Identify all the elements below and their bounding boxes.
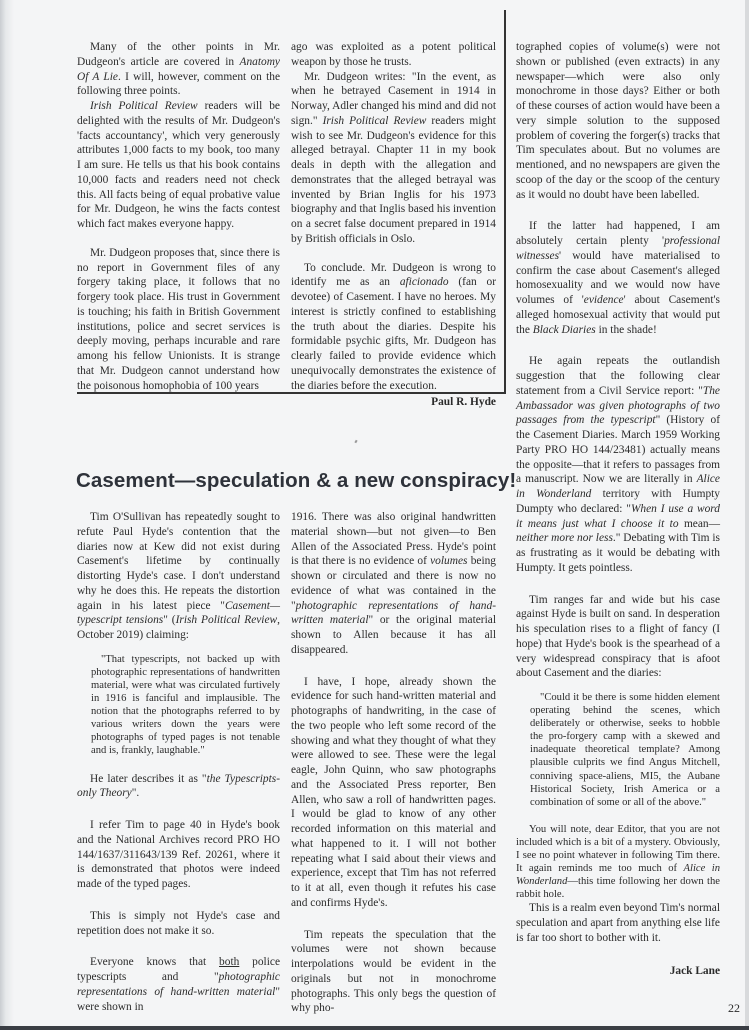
paragraph: He later describes it as "the Typescripts-only Theory". bbox=[77, 772, 281, 800]
block-quote: "That typescripts, not backed up with photographic representations of handwritten material, were what was circulated furtively in 1916 is fanciful and implausible. The notion that the photographs referred to by various writers down the years were photographs of typed pages is not tenable and is, frankly, laughable." bbox=[91, 653, 280, 757]
article2-column-3 bbox=[516, 40, 720, 978]
paragraph: Tim ranges far and wide but his case against Hyde is built on sand. In desperation his speculation rises to a flight of fancy (I hope) that Hyde's book is the spearhead of a very widespread conspiracy that is afoot about Casement and the diaries: bbox=[516, 593, 720, 680]
paragraph: Tim O'Sullivan has repeatedly sought to refute Paul Hyde's contention that the diaries now at Kew did not exist during Casement's lifetime by continually distorting Hyde's case. I don't understand why he does this. He repeats the distortion again in his latest piece "Casement—typescript tensions" (Irish Political Review, October 2019) claiming: bbox=[77, 511, 280, 641]
article1-column-1 bbox=[77, 40, 280, 393]
paragraph: Irish Political Review readers will be delighted with the results of Mr. Dudgeon's 'facts accountancy', which very generously attributes 1,000 facts to my book, too many I am sure. He tells us that his book contains 10,000 facts and readers need not check this. All facts being of equal probative value for Mr. Dudgeon, he wins the facts contest which fact makes everyone happy. bbox=[77, 100, 280, 230]
page-bottom-edge bbox=[0, 1026, 749, 1030]
author-signature: Paul R. Hyde bbox=[431, 396, 496, 409]
paragraph: This is simply not Hyde's case and repetition does not make it so. bbox=[77, 909, 280, 937]
paragraph: I have, I hope, already shown the evidence for such hand-written material and photographs of handwriting, in the case of the two people who left some record of the showing and what they thought of what they were allowed to see. These were the legal eagle, John Quinn, who saw photographs and the Associated Press reporter, Ben Allen, who saw a roll of handwritten pages. I would be glad to know of any other recorded information on this material and what happened to it. I will not bother repeating what I said about their views and experience, except that Tim has not referred to it at all, even though it refutes his case and confirms Hyde's. bbox=[291, 675, 496, 909]
article1-box-border-bottom bbox=[77, 392, 506, 394]
article2-column-1 bbox=[77, 510, 280, 1014]
paragraph: ago was exploited as a potent political weapon by those he trusts. bbox=[291, 41, 496, 68]
print-speck bbox=[354, 440, 357, 444]
page-binding-edge bbox=[0, 0, 14, 1030]
paragraph: I refer Tim to page 40 in Hyde's book and the National Archives record PRO HO 144/1637/311643/139 Ref. 20261, where it is demonstrated that photos were indeed made of the typed pages. bbox=[77, 819, 280, 890]
paragraph: Everyone knows that both police typescripts and "photographic representations of hand-written material" were shown in bbox=[77, 956, 280, 1013]
article1-column-2 bbox=[291, 40, 496, 410]
page-number: 22 bbox=[728, 1001, 740, 1015]
article2-column-2 bbox=[291, 510, 496, 1016]
block-quote: "Could it be there is some hidden element operating behind the scenes, which deliberately or otherwise, seeks to hobble the pro-forgery camp with a skewed and inadequate theoretical template? Among plausible culprits we find Angus Mitchell, conniving space-aliens, MI5, the Aubane Historical Society, Irish America or a combination of some or all of the above." bbox=[530, 692, 720, 808]
paragraph: Mr. Dudgeon writes: "In the event, as when he betrayed Casement in 1914 in Norway, Adler changed his mind and did not sign." Irish Political Review readers might wish to see Mr. Dudgeon's evidence for this alleged betrayal. Chapter 11 in my book deals in depth with the allegation and demonstrates that the alleged betrayal was invented by Brian Inglis for his 1973 biography and that Inglis based his invention on a secret false document prepared in 1914 by British officials in Oslo. bbox=[291, 70, 496, 245]
paragraph: tographed copies of volume(s) were not shown or published (even extracts) in any newspaper—which were also only monochrome in those days? Either or both of these courses of action would have been a very simple solution to the supposed problem of covering the forger(s) tracks that Tim speculates about. But no volumes are mentioned, and no newspapers are given the scoop of the day or the scoop of the century as it would no doubt have been labelled. bbox=[516, 41, 720, 201]
paragraph: You will note, dear Editor, that you are not included which is a bit of a mystery. Obviously, I see no point whatever in following Tim there. It again reminds me too much of Alice in Wonderland—this time following her down the rabbit hole. bbox=[516, 823, 720, 901]
article1-box-border-right bbox=[504, 10, 506, 394]
paragraph: He again repeats the outlandish suggestion that the following clear statement from a Civil Service report: "The Ambassador was given photographs of two passages from the typescript" (History of the Casement Diaries. March 1959 Working Party PRO HO 144/23481) actually means the opposite—that it refers to passages from a manuscript. Now we are literally in Alice in Wonderland territory with Humpty Dumpty who declared: "When I use a word it means just what I choose it to mean—neither more nor less." Debating with Tim is as frustrating as it would be debating with Humpty. It gets pointless. bbox=[516, 355, 720, 574]
paragraph: Many of the other points in Mr. Dudgeon's article are covered in Anatomy Of A Lie. I will, however, comment on the following three points. bbox=[77, 41, 280, 98]
paragraph: Tim repeats the speculation that the volumes were not shown because interpolations would be evident in the originals but not in monochrome photographs. This only begs the question of why pho- bbox=[291, 928, 496, 1015]
article2-headline: Casement—speculation & a new conspiracy! bbox=[76, 469, 517, 492]
author-signature: Jack Lane bbox=[669, 964, 720, 977]
paragraph: If the latter had happened, I am absolutely certain plenty 'professional witnesses' would have materialised to confirm the case about Casement's alleged homosexuality and we would now have volumes of 'evidence' about Casement's alleged homosexual activity that would put the Black Diaries in the shade! bbox=[516, 220, 720, 336]
page-right-edge bbox=[745, 0, 749, 1030]
paragraph: 1916. There was also original handwritten material shown—but not given—to Ben Allen of the Associated Press. Hyde's point is that there is no evidence of volumes being shown or circulated and there is now no evidence of what was contained in the "photographic representations of hand-written material" or the original material shown to Allen because it has all disappeared. bbox=[291, 511, 497, 656]
paragraph: Mr. Dudgeon proposes that, since there is no report in Government files of any forgery taking place, it follows that no forgery took place. His trust in Government is touching; his faith in British Government institutions, police and secret services is deeply moving, perhaps incurable and rare among his fellow Unionists. It is strange that Mr. Dudgeon cannot understand how the poisonous homophobia of 100 years bbox=[77, 246, 280, 392]
paragraph: To conclude. Mr. Dudgeon is wrong to identify me as an aficionado (fan or devotee) of Casement. I have no heroes. My interest is strictly confined to establishing the truth about the diaries. Despite his formidable psychic gifts, Mr. Dudgeon has clearly failed to provide evidence which unequivocally demonstrates the existence of the diaries before the execution. bbox=[291, 261, 496, 392]
paragraph: This is a realm even beyond Tim's normal speculation and apart from anything else life is far too short to bother with it. bbox=[516, 902, 720, 944]
